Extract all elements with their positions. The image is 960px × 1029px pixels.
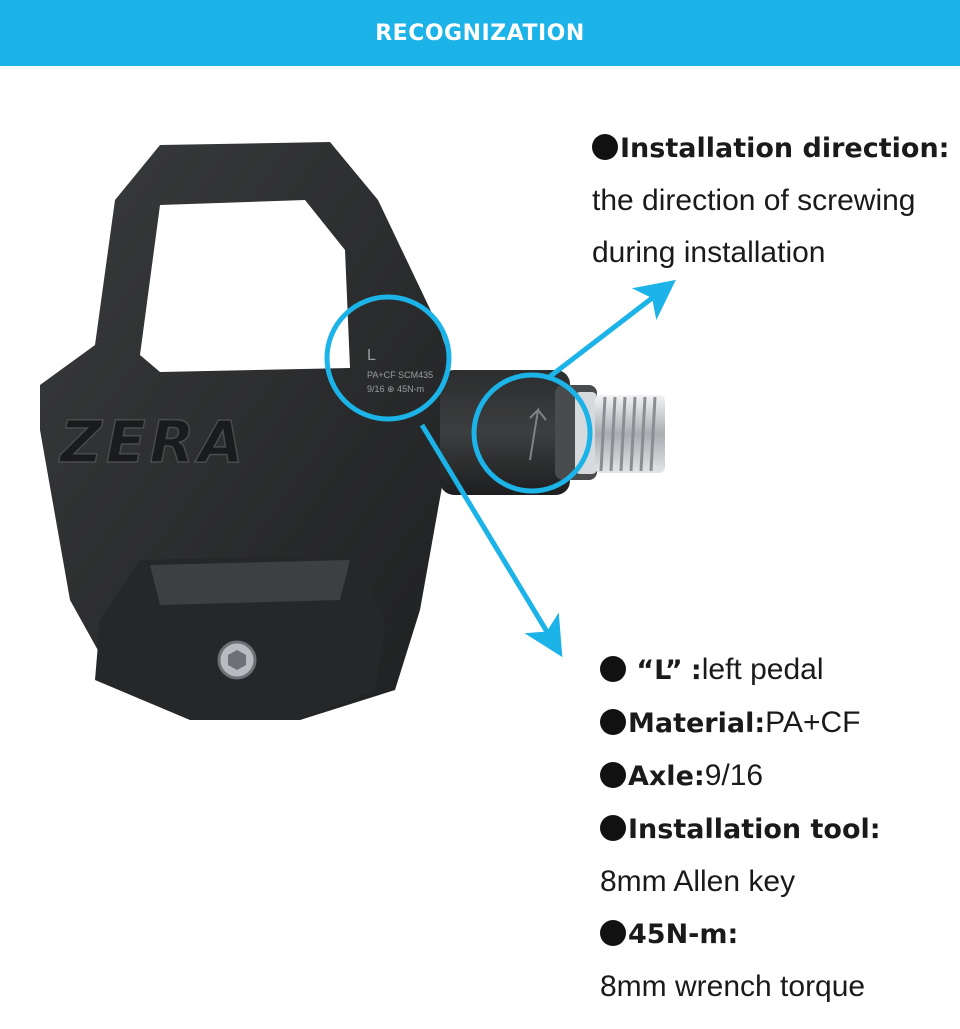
spec-side-label: “L” [636, 655, 683, 686]
installation-note [592, 122, 949, 279]
installation-heading: Installation direction: [620, 133, 950, 164]
spec-list [600, 644, 881, 1013]
spec-axle-value: 9/16 [704, 759, 764, 792]
spec-material-label: Material: [628, 708, 766, 739]
installation-heading-row [592, 122, 949, 175]
bullet-dot-icon [600, 920, 626, 946]
spec-torque-label: 45N-m: [628, 919, 739, 950]
header-banner [0, 0, 960, 66]
banner-title: RECOGNIZATION [375, 20, 585, 46]
spec-side-row [600, 644, 881, 697]
spec-side-value: left pedal [701, 653, 824, 686]
mark-material: PA+CF SCM435 [367, 370, 434, 380]
spec-tool-row [600, 803, 881, 856]
bullet-dot-icon [600, 815, 626, 841]
spec-side-separator: : [690, 655, 702, 686]
arrow-icon [548, 292, 660, 378]
axle-collar [575, 392, 597, 474]
pedal-window [140, 200, 350, 372]
axle-housing [440, 370, 570, 495]
installation-line2: during installation [592, 236, 826, 269]
spec-material-value: PA+CF [765, 706, 861, 739]
bullet-dot-icon [592, 134, 618, 160]
spec-tool-value: 8mm Allen key [600, 865, 796, 898]
brand-mark: ZERA [60, 408, 248, 476]
bullet-dot-icon [600, 762, 626, 788]
spec-axle-row [600, 750, 881, 803]
spec-material-row [600, 697, 881, 750]
spec-axle-label: Axle: [628, 761, 705, 792]
spec-torque-value: 8mm wrench torque [600, 970, 866, 1003]
spec-tool-label: Installation tool: [628, 814, 881, 845]
spec-torque-row [600, 908, 881, 961]
mark-side: L [367, 347, 376, 364]
bullet-dot-icon [600, 656, 626, 682]
mark-spec: 9/16 ⊕ 45N-m [367, 384, 425, 394]
installation-line1: the direction of screwing [592, 184, 916, 217]
bullet-dot-icon [600, 709, 626, 735]
spring-area [150, 560, 350, 605]
